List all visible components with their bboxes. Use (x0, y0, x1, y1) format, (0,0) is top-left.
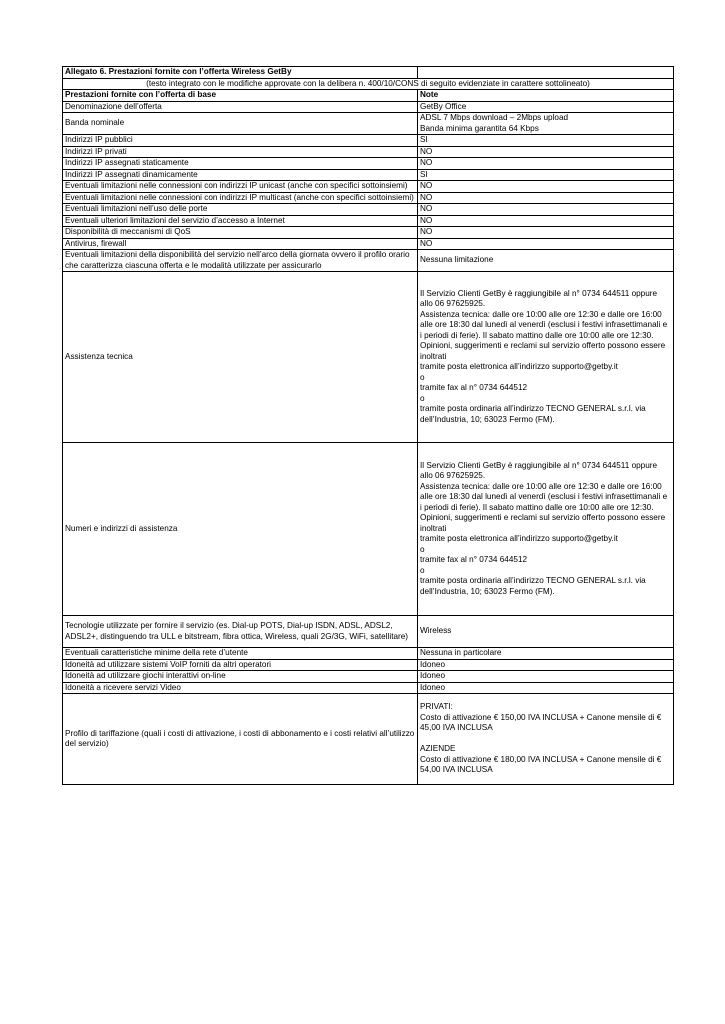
table-row (63, 113, 674, 135)
row-label: Profilo di tariffazione (quali i costi di attivazione, i costi di abbonamento e i costi relativi all’utilizzo del servizio) (63, 694, 418, 785)
table-row (63, 616, 674, 648)
row-label: Indirizzi IP assegnati staticamente (63, 158, 418, 170)
row-value: Idoneo (418, 671, 674, 683)
row-label: Disponibilità di meccanismi di QoS (63, 227, 418, 239)
row-value: Idoneo (418, 682, 674, 694)
row-value: NO (418, 238, 674, 250)
subtitle-row (63, 78, 674, 90)
row-value: NO (418, 146, 674, 158)
row-value: SI (418, 169, 674, 181)
row-value: ADSL 7 Mbps download – 2Mbps upload Banda minima garantita 64 Kbps (418, 113, 674, 135)
table-row (63, 238, 674, 250)
row-label: Eventuali limitazioni della disponibilità del servizio nell’arco della giornata ovvero il profilo orario che caratterizza ciascuna offerta e le modalità utilizzate per assicurarlo (63, 250, 418, 272)
row-label: Eventuali caratteristiche minime della rete d’utente (63, 648, 418, 660)
table-row (63, 694, 674, 785)
row-value: NO (418, 227, 674, 239)
table-row (63, 648, 674, 660)
table-row (63, 146, 674, 158)
row-label: Idoneità ad utilizzare sistemi VoIP forniti da altri operatori (63, 659, 418, 671)
header-row (63, 90, 674, 102)
row-value: Wireless (418, 616, 674, 648)
row-value: GetBy Office (418, 101, 674, 113)
row-label: Assistenza tecnica (63, 272, 418, 443)
row-value: Nessuna limitazione (418, 250, 674, 272)
row-label: Indirizzi IP privati (63, 146, 418, 158)
table-row (63, 682, 674, 694)
row-label: Eventuali ulteriori limitazioni del servizio d’accesso a Internet (63, 215, 418, 227)
table-row (63, 158, 674, 170)
table-row (63, 169, 674, 181)
table-row (63, 272, 674, 443)
title-row (63, 67, 674, 79)
row-label: Indirizzi IP pubblici (63, 135, 418, 147)
table-row (63, 215, 674, 227)
table-row (63, 250, 674, 272)
row-label: Eventuali limitazioni nell’uso delle porte (63, 204, 418, 216)
table-row (63, 443, 674, 616)
table-row (63, 135, 674, 147)
row-value: NO (418, 204, 674, 216)
table-row (63, 192, 674, 204)
row-value: SI (418, 135, 674, 147)
table-row (63, 227, 674, 239)
title-blank-cell (418, 67, 674, 79)
row-value: Nessuna in particolare (418, 648, 674, 660)
row-label: Eventuali limitazioni nelle connessioni con indirizzi IP multicast (anche con specifici sottoinsiemi) (63, 192, 418, 204)
row-label: Idoneità ad utilizzare giochi interattivi on-line (63, 671, 418, 683)
row-label: Banda nominale (63, 113, 418, 135)
table-row (63, 671, 674, 683)
table-row (63, 204, 674, 216)
table-row (63, 659, 674, 671)
row-label: Tecnologie utilizzate per fornire il servizio (es. Dial-up POTS, Dial-up ISDN, ADSL, ADSL2, ADSL2+, distinguendo tra ULL e bitstream, fibra ottica, Wireless, quali 2G/3G, WiFi, satellitare) (63, 616, 418, 648)
row-label: Eventuali limitazioni nelle connessioni con indirizzi IP unicast (anche con specifici sottoinsiemi) (63, 181, 418, 193)
document-title: Allegato 6. Prestazioni fornite con l’offerta Wireless GetBy (63, 67, 418, 79)
header-services: Prestazioni fornite con l’offerta di base (63, 90, 418, 102)
row-label: Numeri e indirizzi di assistenza (63, 443, 418, 616)
row-value: Idoneo (418, 659, 674, 671)
row-value: Il Servizio Clienti GetBy è raggiungibile al n° 0734 644511 oppure allo 06 97625925. Assistenza tecnica: dalle ore 10:00 alle ore 12:30 e dalle ore 16:00 alle ore 18:30 dal lunedì al venerdì (esclusi i festivi infrasettimanali e i periodi di ferie). Il sabato mattino dalle ore 10:00 alle ore 12:30. Opinioni, suggerimenti e reclami sul servizio offerto possono essere inoltrati tramite posta elettronica all’indirizzo supporto@getby.it o tramite fax al n° 0734 644512 o tramite posta ordinaria all’indirizzo TECNO GENERAL s.r.l. via dell’Industria, 10; 63023 Fermo (FM). (418, 272, 674, 443)
row-value: NO (418, 192, 674, 204)
services-table (62, 66, 674, 785)
row-label: Idoneità a ricevere servizi Video (63, 682, 418, 694)
row-label: Indirizzi IP assegnati dinamicamente (63, 169, 418, 181)
row-value: NO (418, 181, 674, 193)
row-value: NO (418, 215, 674, 227)
table-row (63, 181, 674, 193)
row-label: Antivirus, firewall (63, 238, 418, 250)
table-row (63, 101, 674, 113)
row-value: PRIVATI: Costo di attivazione € 150,00 IVA INCLUSA + Canone mensile di € 45,00 IVA INCLUSA AZIENDE Costo di attivazione € 180,00 IVA INCLUSA + Canone mensile di € 54,00 IVA INCLUSA (418, 694, 674, 785)
document-subtitle: (testo integrato con le modifiche approvate con la delibera n. 400/10/CONS di seguito evidenziate in carattere sottolineato) (63, 78, 674, 90)
header-notes: Note (418, 90, 674, 102)
row-value: NO (418, 158, 674, 170)
row-label: Denominazione dell’offerta (63, 101, 418, 113)
row-value: Il Servizio Clienti GetBy è raggiungibile al n° 0734 644511 oppure allo 06 97625925. Assistenza tecnica: dalle ore 10:00 alle ore 12:30 e dalle ore 16:00 alle ore 18:30 dal lunedì al venerdì (esclusi i festivi infrasettimanali e i periodi di ferie). Il sabato mattino dalle ore 10:00 alle ore 12:30. Opinioni, suggerimenti e reclami sul servizio offerto possono essere inoltrati tramite posta elettronica all’indirizzo supporto@getby.it o tramite fax al n° 0734 644512 o tramite posta ordinaria all’indirizzo TECNO GENERAL s.r.l. via dell’Industria, 10; 63023 Fermo (FM). (418, 443, 674, 616)
